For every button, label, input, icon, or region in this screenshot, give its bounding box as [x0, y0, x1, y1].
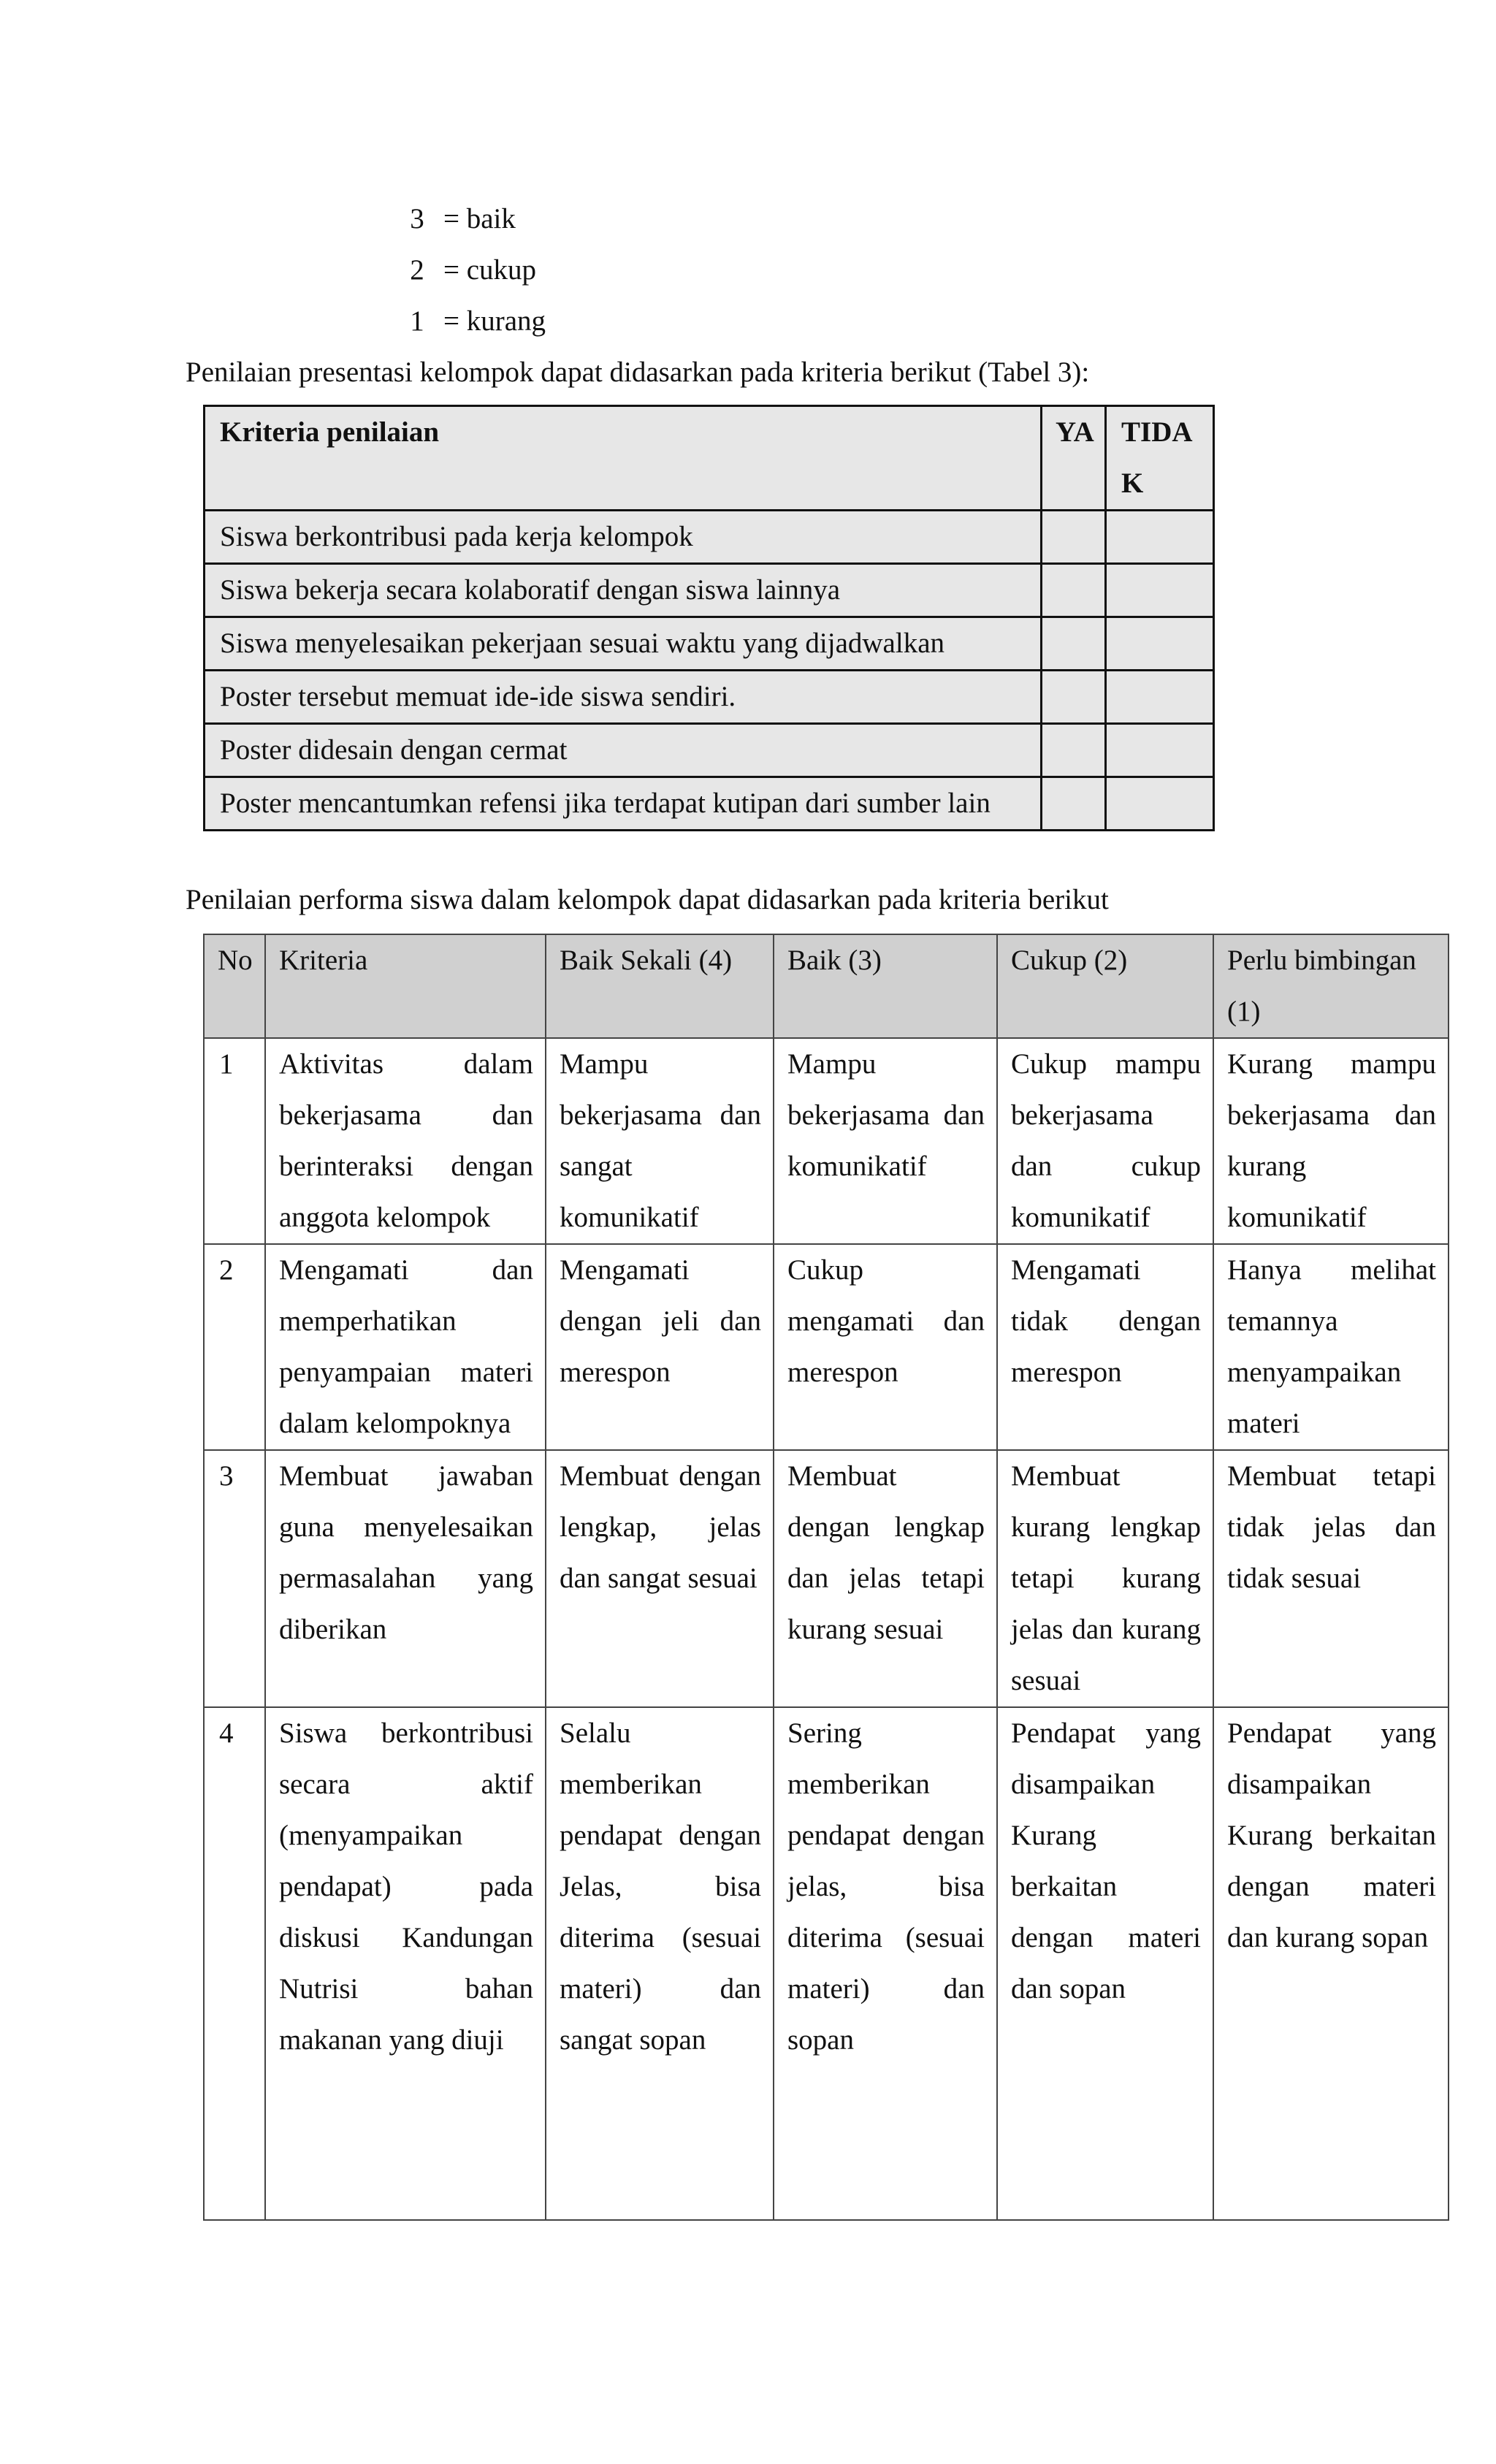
- header-no: No: [204, 934, 265, 1038]
- baik-cell: Sering memberikan pendapat dengan jelas, bisa diterima (sesuai materi) dan sopan: [774, 1707, 997, 2220]
- table-row: [205, 511, 1214, 564]
- tidak-checkbox-cell[interactable]: [1106, 724, 1214, 777]
- scale-label: = baik: [443, 203, 516, 234]
- baik-sekali-cell: Mengamati dengan jeli dan merespon: [546, 1244, 774, 1450]
- table-row: [205, 724, 1214, 777]
- perlu-bimbingan-cell: Hanya melihat temannya menyampaikan materi: [1213, 1244, 1449, 1450]
- table-row: [205, 671, 1214, 724]
- criteria-cell: Siswa berkontribusi pada kerja kelompok: [205, 511, 1042, 564]
- header-baik: Baik (3): [774, 934, 997, 1038]
- tidak-checkbox-cell[interactable]: [1106, 671, 1214, 724]
- table-row: [204, 1038, 1449, 1244]
- cukup-cell: Cukup mampu bekerjasama dan cukup komunikatif: [997, 1038, 1213, 1244]
- ya-checkbox-cell[interactable]: [1042, 564, 1106, 617]
- ya-checkbox-cell[interactable]: [1042, 511, 1106, 564]
- scale-item-1: [391, 307, 546, 335]
- baik-sekali-cell: Mampu bekerjasama dan sangat komunikatif: [546, 1038, 774, 1244]
- group-presentation-table: [203, 405, 1215, 831]
- table-row: [204, 1450, 1449, 1707]
- tidak-checkbox-cell[interactable]: [1106, 564, 1214, 617]
- kriteria-cell: Membuat jawaban guna menyelesaikan permasalahan yang diberikan: [265, 1450, 546, 1707]
- criteria-cell: Poster mencantumkan refensi jika terdapat kutipan dari sumber lain: [205, 777, 1042, 831]
- header-tidak: TIDAK: [1106, 406, 1214, 511]
- scale-item-3: [391, 205, 516, 233]
- header-baik-sekali: Baik Sekali (4): [546, 934, 774, 1038]
- header-perlu-bimbingan: Perlu bimbingan (1): [1213, 934, 1449, 1038]
- header-cukup: Cukup (2): [997, 934, 1213, 1038]
- baik-cell: Membuat dengan lengkap dan jelas tetapi kurang sesuai: [774, 1450, 997, 1707]
- perlu-bimbingan-cell: Pendapat yang disampaikan Kurang berkaitan dengan materi dan kurang sopan: [1213, 1707, 1449, 2220]
- ya-checkbox-cell[interactable]: [1042, 777, 1106, 831]
- table-header-row: [205, 406, 1214, 511]
- scale-number: 1: [410, 305, 424, 337]
- intro-group-presentation: Penilaian presentasi kelompok dapat didasarkan pada kriteria berikut (Tabel 3):: [186, 356, 1090, 388]
- scale-number: 2: [410, 254, 424, 286]
- criteria-cell: Poster didesain dengan cermat: [205, 724, 1042, 777]
- table-row: [205, 617, 1214, 671]
- criteria-cell: Siswa menyelesaikan pekerjaan sesuai waktu yang dijadwalkan: [205, 617, 1042, 671]
- table-row: [204, 1707, 1449, 2220]
- baik-sekali-cell: Membuat dengan lengkap, jelas dan sangat sesuai: [546, 1450, 774, 1707]
- ya-checkbox-cell[interactable]: [1042, 617, 1106, 671]
- ya-checkbox-cell[interactable]: [1042, 724, 1106, 777]
- baik-cell: Mampu bekerjasama dan komunikatif: [774, 1038, 997, 1244]
- baik-cell: Cukup mengamati dan merespon: [774, 1244, 997, 1450]
- cukup-cell: Pendapat yang disampaikan Kurang berkaitan dengan materi dan sopan: [997, 1707, 1213, 2220]
- scale-label: = kurang: [443, 305, 546, 337]
- ya-checkbox-cell[interactable]: [1042, 671, 1106, 724]
- tidak-checkbox-cell[interactable]: [1106, 617, 1214, 671]
- table-row: [205, 564, 1214, 617]
- baik-sekali-cell: Selalu memberikan pendapat dengan Jelas, bisa diterima (sesuai materi) dan sangat sopan: [546, 1707, 774, 2220]
- row-number: 3: [204, 1450, 265, 1707]
- performance-rubric-table: [203, 934, 1449, 2221]
- table-header-row: [204, 934, 1449, 1038]
- header-ya: YA: [1042, 406, 1106, 511]
- cukup-cell: Membuat kurang lengkap tetapi kurang jelas dan kurang sesuai: [997, 1450, 1213, 1707]
- criteria-cell: Poster tersebut memuat ide-ide siswa sendiri.: [205, 671, 1042, 724]
- table-row: [205, 777, 1214, 831]
- kriteria-cell: Siswa berkontribusi secara aktif (menyampaikan pendapat) pada diskusi Kandungan Nutrisi bahan makanan yang diuji: [265, 1707, 546, 2220]
- perlu-bimbingan-cell: Membuat tetapi tidak jelas dan tidak sesuai: [1213, 1450, 1449, 1707]
- scale-item-2: [391, 256, 536, 284]
- perlu-bimbingan-cell: Kurang mampu bekerjasama dan kurang komunikatif: [1213, 1038, 1449, 1244]
- kriteria-cell: Aktivitas dalam bekerjasama dan berinteraksi dengan anggota kelompok: [265, 1038, 546, 1244]
- tidak-checkbox-cell[interactable]: [1106, 511, 1214, 564]
- scale-number: 3: [410, 203, 424, 234]
- header-criteria: Kriteria penilaian: [205, 406, 1042, 511]
- row-number: 1: [204, 1038, 265, 1244]
- intro-performance: Penilaian performa siswa dalam kelompok dapat didasarkan pada kriteria berikut: [186, 884, 1109, 915]
- table-row: [204, 1244, 1449, 1450]
- tidak-checkbox-cell[interactable]: [1106, 777, 1214, 831]
- criteria-cell: Siswa bekerja secara kolaboratif dengan siswa lainnya: [205, 564, 1042, 617]
- header-kriteria: Kriteria: [265, 934, 546, 1038]
- row-number: 4: [204, 1707, 265, 2220]
- row-number: 2: [204, 1244, 265, 1450]
- scale-label: = cukup: [443, 254, 537, 286]
- cukup-cell: Mengamati tidak dengan merespon: [997, 1244, 1213, 1450]
- kriteria-cell: Mengamati dan memperhatikan penyampaian materi dalam kelompoknya: [265, 1244, 546, 1450]
